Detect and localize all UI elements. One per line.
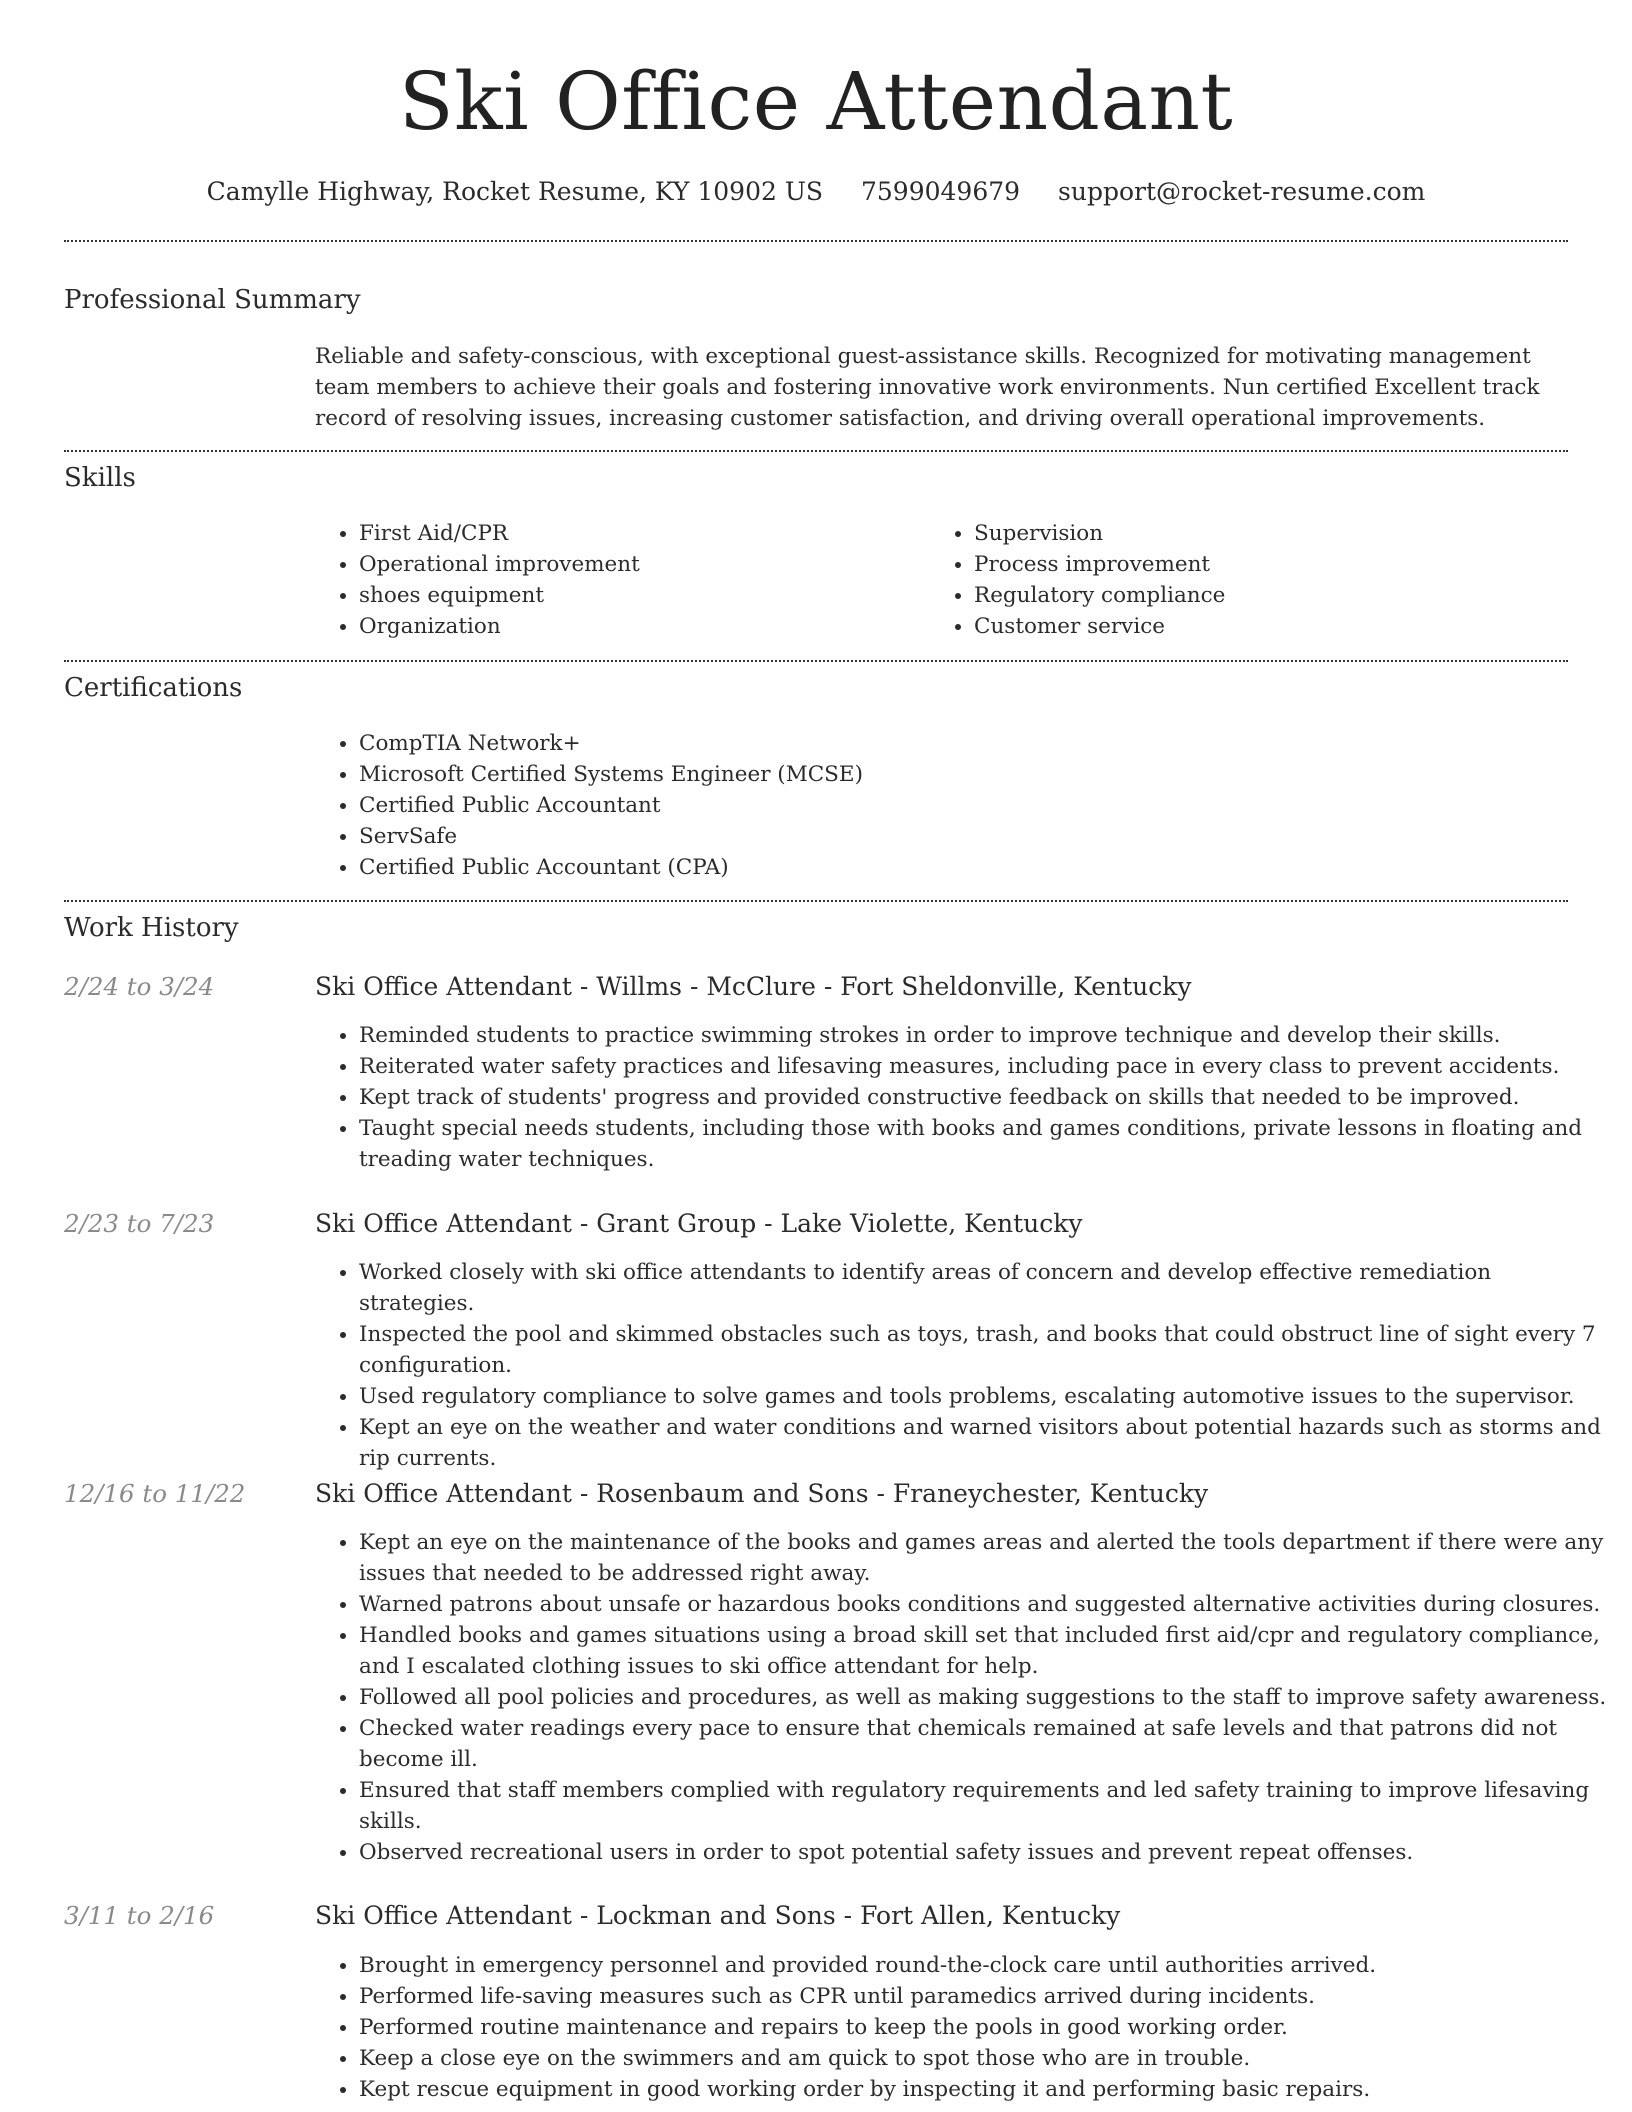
- job-title: Ski Office Attendant - Lockman and Sons - Fort Allen, Kentucky: [315, 1901, 1121, 1930]
- job-bullet: • Kept an eye on the maintenance of the books and games areas and alerted the tools department if there were any issues that needed to be addressed right away.: [359, 1527, 1609, 1589]
- job-title: Ski Office Attendant - Rosenbaum and Sons - Franeychester, Kentucky: [315, 1479, 1209, 1508]
- job-bullet: • Reiterated water safety practices and lifesaving measures, including pace in every class to prevent accidents.: [359, 1051, 1609, 1082]
- job-bullet: • Performed life-saving measures such as CPR until paramedics arrived during incidents.: [359, 1981, 1609, 2012]
- section-divider: [64, 450, 1568, 452]
- certification-item: • CompTIA Network+: [359, 728, 1589, 759]
- skills-heading: Skills: [64, 463, 136, 493]
- section-divider: [64, 660, 1568, 662]
- job-dates: 2/23 to 7/23: [64, 1209, 215, 1238]
- contact-phone: 7599049679: [861, 177, 1021, 206]
- job-bullet: • Keep a close eye on the swimmers and am quick to spot those who are in trouble.: [359, 2043, 1609, 2074]
- skill-item: • Process improvement: [974, 549, 1574, 580]
- certification-item: • ServSafe: [359, 821, 1589, 852]
- job-bullet: • Used regulatory compliance to solve games and tools problems, escalating automotive issues to the supervisor.: [359, 1381, 1609, 1412]
- skill-item: • Regulatory compliance: [974, 580, 1574, 611]
- certifications-list: [315, 728, 1589, 883]
- job-bullet: • Observed recreational users in order to spot potential safety issues and prevent repeat offenses.: [359, 1837, 1609, 1868]
- job-bullets: [315, 1257, 1609, 1474]
- contact-email: support@rocket-resume.com: [1058, 177, 1426, 206]
- job-bullets: [315, 1020, 1609, 1175]
- job-bullet: • Ensured that staff members complied with regulatory requirements and led safety training to improve lifesaving skills.: [359, 1775, 1609, 1837]
- job-bullet: • Warned patrons about unsafe or hazardous books conditions and suggested alternative activities during closures.: [359, 1589, 1609, 1620]
- skills-list-left: [315, 518, 919, 642]
- job-bullet: • Handled books and games situations using a broad skill set that included first aid/cpr and regulatory compliance, and I escalated clothing issues to ski office attendant for help.: [359, 1620, 1609, 1682]
- job-bullet: • Followed all pool policies and procedures, as well as making suggestions to the staff to improve safety awareness.: [359, 1682, 1609, 1713]
- job-bullet: • Reminded students to practice swimming strokes in order to improve technique and develop their skills.: [359, 1020, 1609, 1051]
- job-bullets: [315, 1950, 1609, 2105]
- job-bullet: • Taught special needs students, including those with books and games conditions, private lessons in floating and treading water techniques.: [359, 1113, 1609, 1175]
- summary-text: Reliable and safety-conscious, with exceptional guest-assistance skills. Recognized for motivating management team members to achieve their goals and fostering innovative work environments. Nun certified Excellent track record of resolving issues, increasing customer satisfaction, and driving overall operational improvements.: [315, 344, 1540, 431]
- certifications-heading: Certifications: [64, 673, 243, 703]
- job-title: Ski Office Attendant - Willms - McClure - Fort Sheldonville, Kentucky: [315, 972, 1192, 1001]
- contact-address: Camylle Highway, Rocket Resume, KY 10902 US: [206, 177, 824, 206]
- section-divider: [64, 900, 1568, 902]
- job-title: Ski Office Attendant - Grant Group - Lake Violette, Kentucky: [315, 1209, 1083, 1238]
- skill-item: • First Aid/CPR: [359, 518, 919, 549]
- skill-item: • Operational improvement: [359, 549, 919, 580]
- job-dates: 12/16 to 11/22: [64, 1479, 246, 1508]
- job-dates: 2/24 to 3/24: [64, 972, 215, 1001]
- skill-item: • Organization: [359, 611, 919, 642]
- job-bullet: • Kept track of students' progress and provided constructive feedback on skills that needed to be improved.: [359, 1082, 1609, 1113]
- certification-item: • Certified Public Accountant: [359, 790, 1589, 821]
- job-bullets: [315, 1527, 1609, 1868]
- job-bullet: • Performed routine maintenance and repairs to keep the pools in good working order.: [359, 2012, 1609, 2043]
- work-history-heading: Work History: [64, 913, 239, 943]
- skills-list-right: [930, 518, 1574, 642]
- certification-item: • Microsoft Certified Systems Engineer (MCSE): [359, 759, 1589, 790]
- job-bullet: • Checked water readings every pace to ensure that chemicals remained at safe levels and that patrons did not become ill.: [359, 1713, 1609, 1775]
- certification-item: • Certified Public Accountant (CPA): [359, 852, 1589, 883]
- summary-heading: Professional Summary: [64, 285, 361, 315]
- job-dates: 3/11 to 2/16: [64, 1901, 215, 1930]
- job-bullet: • Worked closely with ski office attendants to identify areas of concern and develop effective remediation strategies.: [359, 1257, 1609, 1319]
- job-bullet: • Inspected the pool and skimmed obstacles such as toys, trash, and books that could obstruct line of sight every 7 configuration.: [359, 1319, 1609, 1381]
- job-bullet: • Kept an eye on the weather and water conditions and warned visitors about potential hazards such as storms and rip currents.: [359, 1412, 1609, 1474]
- contact-line: [0, 174, 1632, 210]
- job-bullet: • Kept rescue equipment in good working order by inspecting it and performing basic repairs.: [359, 2074, 1609, 2105]
- section-divider: [64, 240, 1568, 242]
- candidate-name: Ski Office Attendant: [398, 55, 1234, 148]
- job-bullet: • Brought in emergency personnel and provided round-the-clock care until authorities arrived.: [359, 1950, 1609, 1981]
- skill-item: • Customer service: [974, 611, 1574, 642]
- skill-item: • Supervision: [974, 518, 1574, 549]
- skill-item: • shoes equipment: [359, 580, 919, 611]
